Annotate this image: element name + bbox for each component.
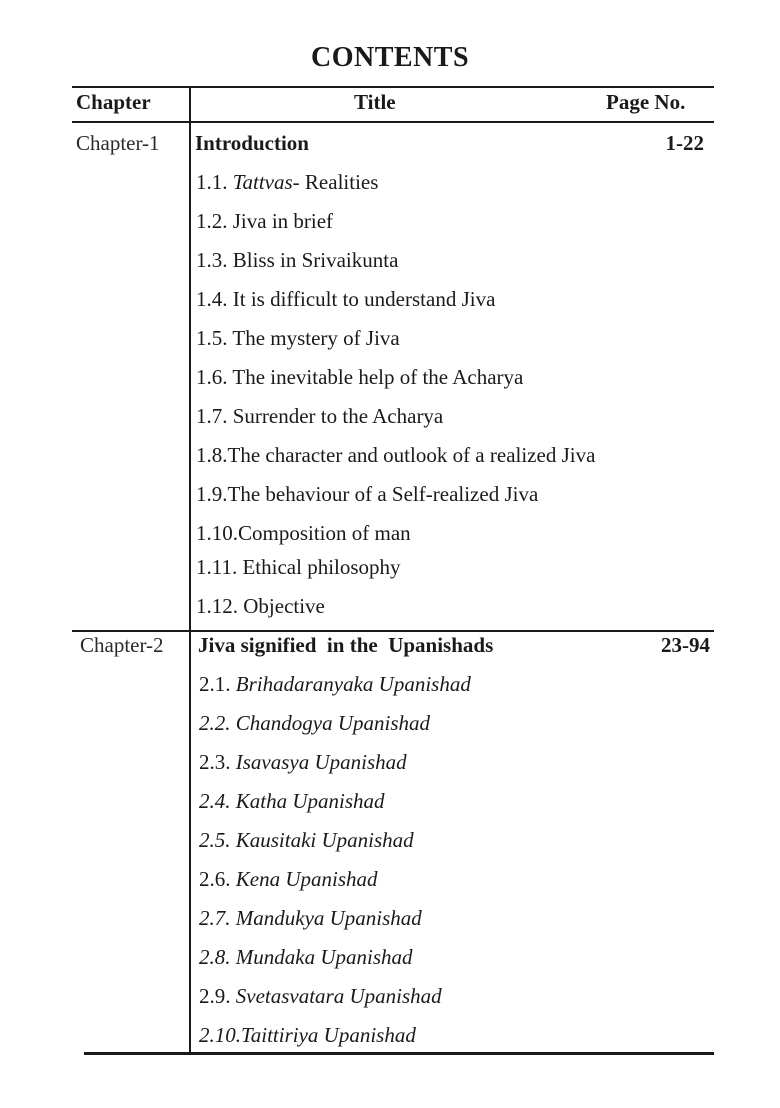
toc-entry-number: 1.10. <box>196 521 238 545</box>
toc-entry-number: 2.3. <box>199 750 236 774</box>
toc-entry-number: 2.9. <box>199 984 236 1008</box>
toc-entry-number: 1.12. <box>196 594 244 618</box>
toc-entry <box>199 1023 416 1048</box>
chapter-title: Introduction <box>195 131 309 155</box>
toc-entry <box>196 555 401 580</box>
column-header-page: Page No. <box>606 90 686 114</box>
toc-entry <box>199 984 442 1009</box>
toc-entry <box>196 287 495 312</box>
toc-entry <box>196 170 378 195</box>
toc-entry-text: Ethical philosophy <box>242 555 401 579</box>
toc-entry-number: 2.5. <box>199 828 236 852</box>
toc-entry-number: 2.10. <box>199 1023 241 1047</box>
column-divider <box>189 88 191 1052</box>
toc-entry <box>196 365 523 390</box>
toc-entry-number: 2.6. <box>199 867 236 891</box>
toc-entry-text: - Realities <box>292 170 379 194</box>
toc-entry-number: 1.9. <box>196 482 228 506</box>
toc-entry-text: Surrender to the Acharya <box>232 404 444 428</box>
table-bottom-rule <box>84 1052 714 1055</box>
chapter-label: Chapter-2 <box>80 633 164 657</box>
toc-entry <box>199 750 407 775</box>
column-header-chapter: Chapter <box>76 90 151 114</box>
toc-entry <box>196 443 595 468</box>
toc-entry <box>199 867 378 892</box>
column-header-title: Title <box>354 90 396 114</box>
chapter-pages: 1-22 <box>665 131 704 155</box>
table-top-rule <box>72 86 714 88</box>
toc-entry <box>199 906 422 931</box>
toc-entry-text: Jiva in brief <box>232 209 334 233</box>
toc-entry-italic-text: Mundaka Upanishad <box>235 945 413 969</box>
toc-entry-italic-text: Mandukya Upanishad <box>235 906 422 930</box>
toc-entry-number: 2.7. <box>199 906 236 930</box>
toc-entry <box>199 945 413 970</box>
toc-entry-number: 2.2. <box>199 711 236 735</box>
toc-entry-italic-text: Taittiriya Upanishad <box>241 1023 416 1047</box>
toc-entry-italic-text: Katha Upanishad <box>235 789 385 813</box>
toc-entry <box>196 521 411 546</box>
chapter-title: Jiva signified in the Upanishads <box>198 633 494 657</box>
toc-entry-number: 2.1. <box>199 672 236 696</box>
toc-entry <box>199 672 471 697</box>
toc-entry <box>196 248 398 273</box>
toc-entry <box>196 482 538 507</box>
toc-entry <box>199 711 430 736</box>
toc-entry-text: The inevitable help of the Acharya <box>232 365 524 389</box>
toc-entry-italic-text: Kena Upanishad <box>235 867 378 891</box>
toc-entry <box>196 326 400 351</box>
toc-entry-italic-text: Tattvas <box>232 170 293 194</box>
toc-entry-text: Objective <box>243 594 325 618</box>
toc-entry-number: 1.1. <box>196 170 233 194</box>
chapter-pages: 23-94 <box>661 633 710 657</box>
chapter-label: Chapter-1 <box>76 131 160 155</box>
toc-entry-number: 1.6. <box>196 365 233 389</box>
toc-entry <box>196 209 333 234</box>
toc-entry <box>196 594 325 619</box>
toc-entry-number: 1.4. <box>196 287 233 311</box>
page-title: CONTENTS <box>310 42 470 73</box>
toc-entry <box>196 404 443 429</box>
toc-entry-italic-text: Chandogya Upanishad <box>235 711 430 735</box>
toc-entry-text: The character and outlook of a realized Jiva <box>227 443 596 467</box>
toc-entry-number: 2.8. <box>199 945 236 969</box>
header-bottom-rule <box>72 121 714 123</box>
toc-entry-number: 1.11. <box>196 555 243 579</box>
toc-entry-text: The mystery of Jiva <box>232 326 400 350</box>
toc-entry-text: The behaviour of a Self-realized Jiva <box>227 482 539 506</box>
toc-entry-number: 1.7. <box>196 404 233 428</box>
toc-entry-number: 1.3. <box>196 248 233 272</box>
chapter-divider-rule <box>72 630 714 632</box>
toc-entry-number: 1.8. <box>196 443 228 467</box>
toc-entry-italic-text: Brihadaranyaka Upanishad <box>235 672 471 696</box>
toc-entry <box>199 828 414 853</box>
toc-entry-text: It is difficult to understand Jiva <box>232 287 496 311</box>
toc-entry-number: 1.2. <box>196 209 233 233</box>
toc-entry-italic-text: Svetasvatara Upanishad <box>235 984 442 1008</box>
toc-entry-text: Bliss in Srivaikunta <box>232 248 399 272</box>
toc-entry-italic-text: Kausitaki Upanishad <box>235 828 414 852</box>
toc-entry-number: 1.5. <box>196 326 233 350</box>
toc-entry-text: Composition of man <box>238 521 411 545</box>
toc-entry-number: 2.4. <box>199 789 236 813</box>
toc-entry <box>199 789 385 814</box>
toc-entry-italic-text: Isavasya Upanishad <box>235 750 407 774</box>
